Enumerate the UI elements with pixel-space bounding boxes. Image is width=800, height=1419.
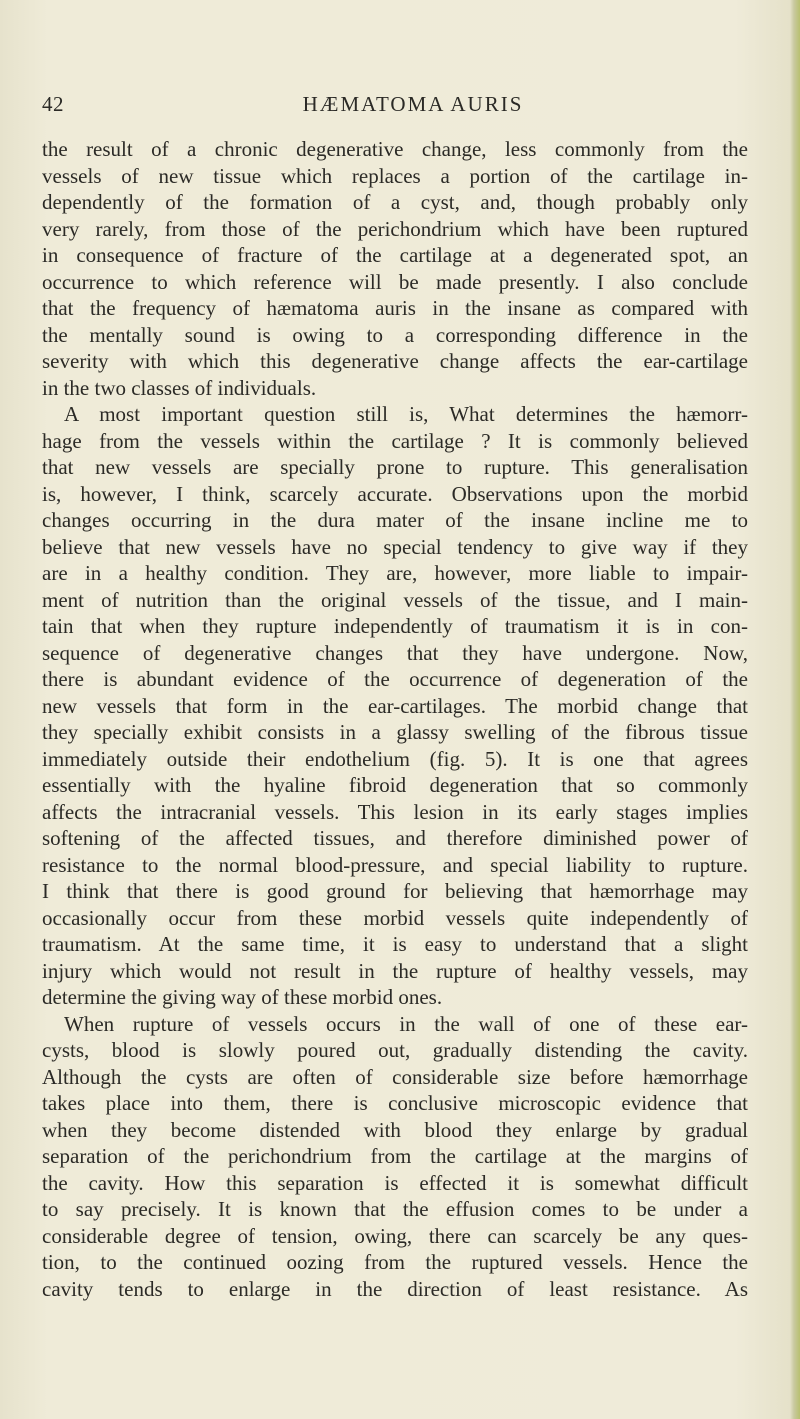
text-line: takes place into them, there is conclusive microscopic evidence that	[42, 1091, 748, 1115]
text-line: new vessels that form in the ear-cartilages. The morbid change that	[42, 693, 748, 718]
text-line: When rupture of vessels occurs in the wall of one of these ear-	[64, 1011, 748, 1036]
text-line: cysts, blood is slowly poured out, gradually distending the cavity.	[42, 1038, 748, 1062]
page-edge	[790, 0, 800, 1419]
text-line: resistance to the normal blood-pressure, and special liability to rupture.	[42, 852, 748, 877]
text-line: the cavity. How this separation is effected it is somewhat difficult	[42, 1170, 748, 1195]
text-line: dependently of the formation of a cyst, and, though probably only	[42, 190, 748, 214]
text-line: I think that there is good ground for believing that hæmorrhage may	[42, 879, 748, 903]
text-line: that new vessels are specially prone to rupture. This generalisation	[42, 455, 748, 479]
text-line: is, however, I think, scarcely accurate. Observations upon the morbid	[42, 481, 748, 506]
text-line: occasionally occur from these morbid vessels quite independently of	[42, 905, 748, 930]
text-line: are in a healthy condition. They are, however, more liable to impair-	[42, 561, 748, 585]
text-line: severity with which this degenerative change affects the ear-cartilage	[42, 349, 748, 373]
text-line: ment of nutrition than the original vessels of the tissue, and I main-	[42, 587, 748, 612]
text-line: believe that new vessels have no special tendency to give way if they	[42, 534, 748, 559]
text-line: immediately outside their endothelium (fig. 5). It is one that agrees	[42, 746, 748, 771]
text-line: sequence of degenerative changes that they have undergone. Now,	[42, 640, 748, 665]
running-title: HÆMATOMA AURIS	[302, 92, 524, 116]
page-header	[42, 92, 748, 122]
text-line: in the two classes of individuals.	[42, 375, 317, 400]
text-line: tain that when they rupture independently of traumatism it is in con-	[42, 614, 748, 638]
text-line: very rarely, from those of the perichondrium which have been ruptured	[42, 216, 748, 241]
text-line: essentially with the hyaline fibroid degeneration that so commonly	[42, 773, 748, 797]
text-line: affects the intracranial vessels. This lesion in its early stages implies	[42, 799, 748, 824]
text-line: determine the giving way of these morbid ones.	[42, 985, 443, 1009]
text-line: there is abundant evidence of the occurrence of degeneration of the	[42, 667, 748, 691]
text-line: tion, to the continued oozing from the ruptured vessels. Hence the	[42, 1250, 748, 1274]
text-line: Although the cysts are often of considerable size before hæmorrhage	[42, 1064, 748, 1089]
text-line: in consequence of fracture of the cartilage at a degenerated spot, an	[42, 243, 748, 267]
text-line: vessels of new tissue which replaces a portion of the cartilage in-	[42, 163, 748, 188]
text-line: A most important question still is, What determines the hæmorr-	[64, 402, 748, 426]
text-line: the mentally sound is owing to a corresponding difference in the	[42, 322, 748, 347]
text-line: occurrence to which reference will be made presently. I also conclude	[42, 269, 748, 294]
text-line: hage from the vessels within the cartilage ? It is commonly believed	[42, 428, 748, 453]
text-line: considerable degree of tension, owing, there can scarcely be any ques-	[42, 1223, 748, 1248]
text-line: the result of a chronic degenerative change, less commonly from the	[42, 137, 748, 161]
text-line: when they become distended with blood they enlarge by gradual	[42, 1117, 748, 1142]
text-line: softening of the affected tissues, and therefore diminished power of	[42, 826, 748, 850]
text-line: separation of the perichondrium from the cartilage at the margins of	[42, 1144, 748, 1168]
body-text	[42, 136, 748, 1302]
text-line: cavity tends to enlarge in the direction of least resistance. As	[42, 1276, 748, 1301]
text-line: that the frequency of hæmatoma auris in the insane as compared with	[42, 296, 748, 320]
text-line: changes occurring in the dura mater of the insane incline me to	[42, 508, 748, 532]
text-line: they specially exhibit consists in a glassy swelling of the fibrous tissue	[42, 720, 748, 744]
text-line: to say precisely. It is known that the effusion comes to be under a	[42, 1197, 748, 1221]
text-line: traumatism. At the same time, it is easy to understand that a slight	[42, 932, 748, 956]
page-number: 42	[42, 92, 64, 116]
text-line: injury which would not result in the rupture of healthy vessels, may	[42, 958, 748, 983]
